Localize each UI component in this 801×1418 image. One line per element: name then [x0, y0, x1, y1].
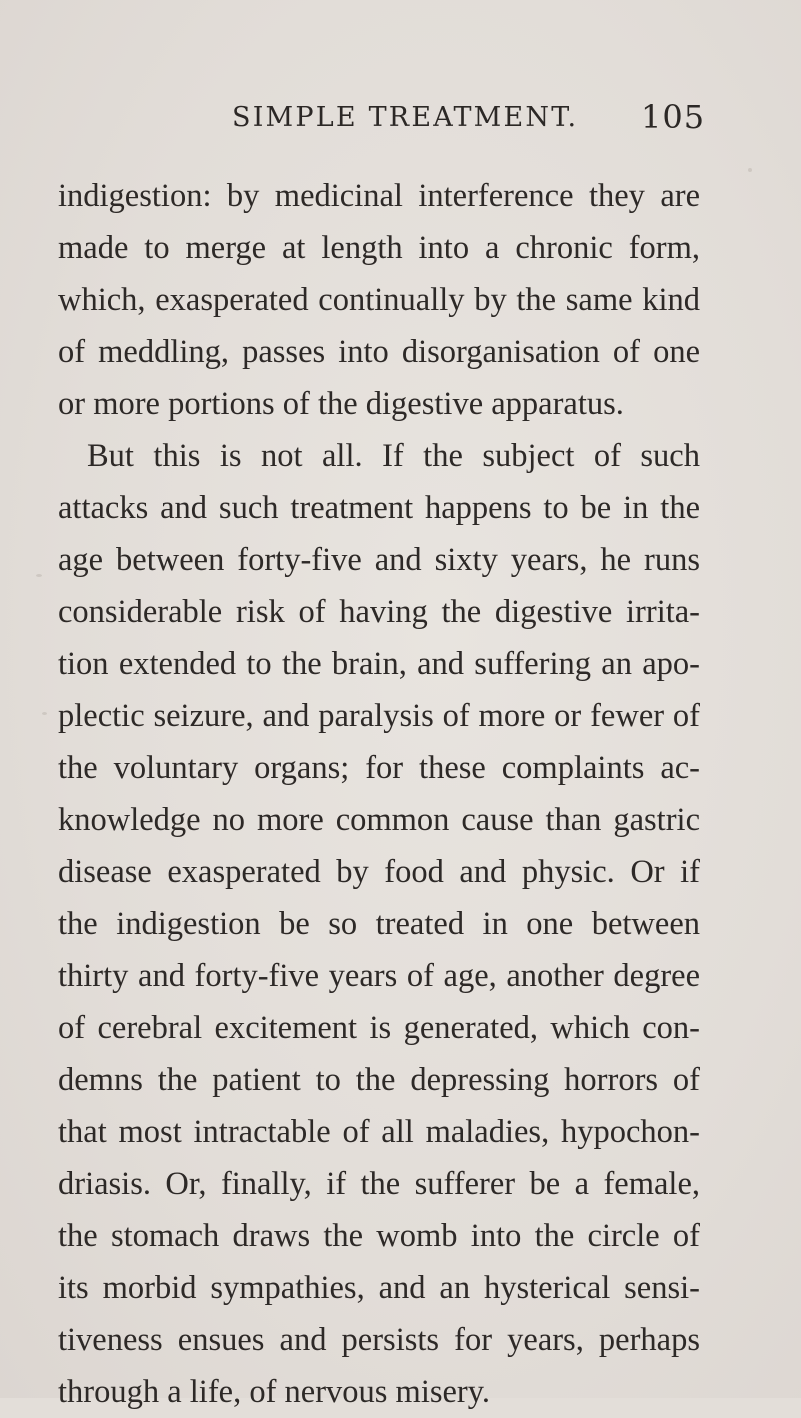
text-line: tiveness ensues and persists for years, perhaps — [58, 1322, 700, 1358]
page-number: 105 — [641, 98, 706, 136]
running-title: SIMPLE TREATMENT. — [232, 102, 579, 133]
text-line: attacks and such treatment happens to be in the — [58, 490, 700, 526]
text-line: disease exasperated by food and physic. Or if — [58, 854, 700, 890]
text-line: made to merge at length into a chronic form, — [58, 230, 700, 266]
text-line: indigestion: by medicinal interference they are — [58, 178, 700, 214]
text-line: considerable risk of having the digestive irrita- — [58, 594, 700, 630]
text-line: plectic seizure, and paralysis of more or fewer of — [58, 698, 700, 734]
text-line: tion extended to the brain, and suffering an apo- — [58, 646, 700, 682]
text-line: of cerebral excitement is generated, which con- — [58, 1010, 700, 1046]
paper-speck — [748, 168, 752, 172]
text-line: driasis. Or, finally, if the sufferer be a female, — [58, 1166, 700, 1202]
text-line: or more portions of the digestive apparatus. — [58, 386, 624, 422]
text-line: its morbid sympathies, and an hysterical sensi- — [58, 1270, 700, 1306]
text-line: that most intractable of all maladies, hypochon- — [58, 1114, 700, 1150]
text-line: which, exasperated continually by the same kind — [58, 282, 700, 318]
text-line: thirty and forty-five years of age, another degree — [58, 958, 700, 994]
text-line: through a life, of nervous misery. — [58, 1374, 491, 1410]
running-head — [0, 98, 801, 142]
text-line: the stomach draws the womb into the circle of — [58, 1218, 700, 1254]
text-line: the voluntary organs; for these complaints ac- — [58, 750, 700, 786]
paper-speck — [36, 574, 42, 577]
text-line: But this is not all. If the subject of such — [87, 438, 700, 474]
text-line: knowledge no more common cause than gastric — [58, 802, 700, 838]
paper-speck — [42, 712, 47, 715]
text-line: demns the patient to the depressing horrors of — [58, 1062, 700, 1098]
text-line: of meddling, passes into disorganisation of one — [58, 334, 700, 370]
text-line: the indigestion be so treated in one between — [58, 906, 700, 942]
text-line: age between forty-five and sixty years, he runs — [58, 542, 700, 578]
